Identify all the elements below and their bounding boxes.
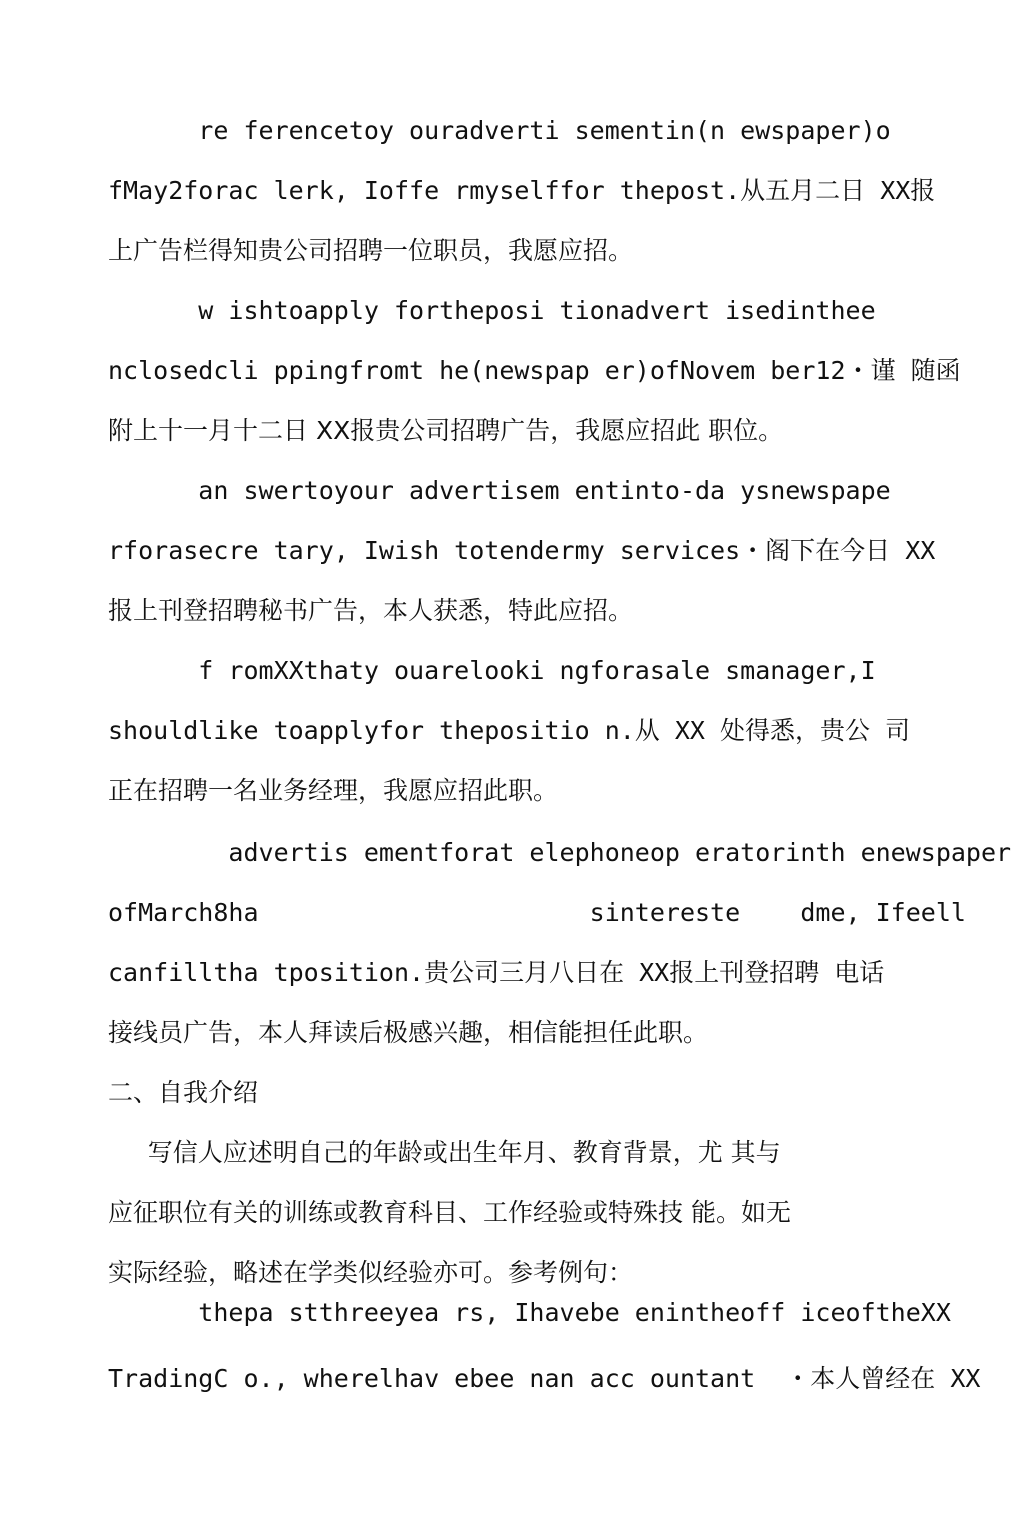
text-line: 应征职位有关的训练或教育科目、工作经验或特殊技 能。如无: [108, 1198, 791, 1227]
text-line: f romXXthaty ouarelooki ngforasale smanager,I: [108, 656, 876, 685]
text-line: 实际经验，略述在学类似经验亦可。参考例句：: [108, 1258, 634, 1287]
text-line: re ferencetoy ouradverti sementin(n ewspaper)o: [108, 116, 891, 145]
text-line: fMay2forac lerk, Ioffe rmyselffor thepost.从五月二日 XX报: [108, 176, 936, 205]
text-line: 正在招聘一名业务经理，我愿应招此职。: [108, 776, 559, 805]
text-line: 写信人应述明自己的年龄或出生年月、教育背景，尤 其与: [108, 1138, 781, 1167]
text-line: 附上十一月十二日 XX报贵公司招聘广告，我愿应招此 职位。: [108, 416, 784, 445]
text-line: shouldlike toapplyfor thepositio n.从 XX 处得悉，贵公 司: [108, 716, 911, 745]
text-line: 报上刊登招聘秘书广告，本人获悉，特此应招。: [108, 596, 634, 625]
text-line: nclosedcli ppingfromt he(newspap er)ofNovem ber12・谨 随函: [108, 356, 961, 385]
text-line: canfilltha tposition.贵公司三月八日在 XX报上刊登招聘 电话: [108, 958, 885, 987]
text-line: rforasecre tary, Iwish totendermy services・阁下在今日 XX: [108, 536, 936, 565]
text-line: 上广告栏得知贵公司招聘一位职员，我愿应招。: [108, 236, 634, 265]
text-line: an swertoyour advertisem entinto-da ysnewspape: [108, 476, 891, 505]
text-line: advertis ementforat elephoneop eratorinth enewspaper: [108, 838, 1012, 867]
text-line: ofMarch8ha sintereste dme, Ifeell: [108, 898, 966, 927]
text-line: thepa stthreeyea rs, Ihavebe enintheoff iceoftheXX: [108, 1298, 951, 1327]
section-heading: 二、自我介绍: [108, 1078, 259, 1107]
text-line: 接线员广告，本人拜读后极感兴趣，相信能担任此职。: [108, 1018, 709, 1047]
text-line: w ishtoapply fortheposi tionadvert isedinthee: [108, 296, 876, 325]
text-line: TradingC o., wherelhav ebee nan acc ountant ・本人曾经在 XX: [108, 1364, 981, 1393]
